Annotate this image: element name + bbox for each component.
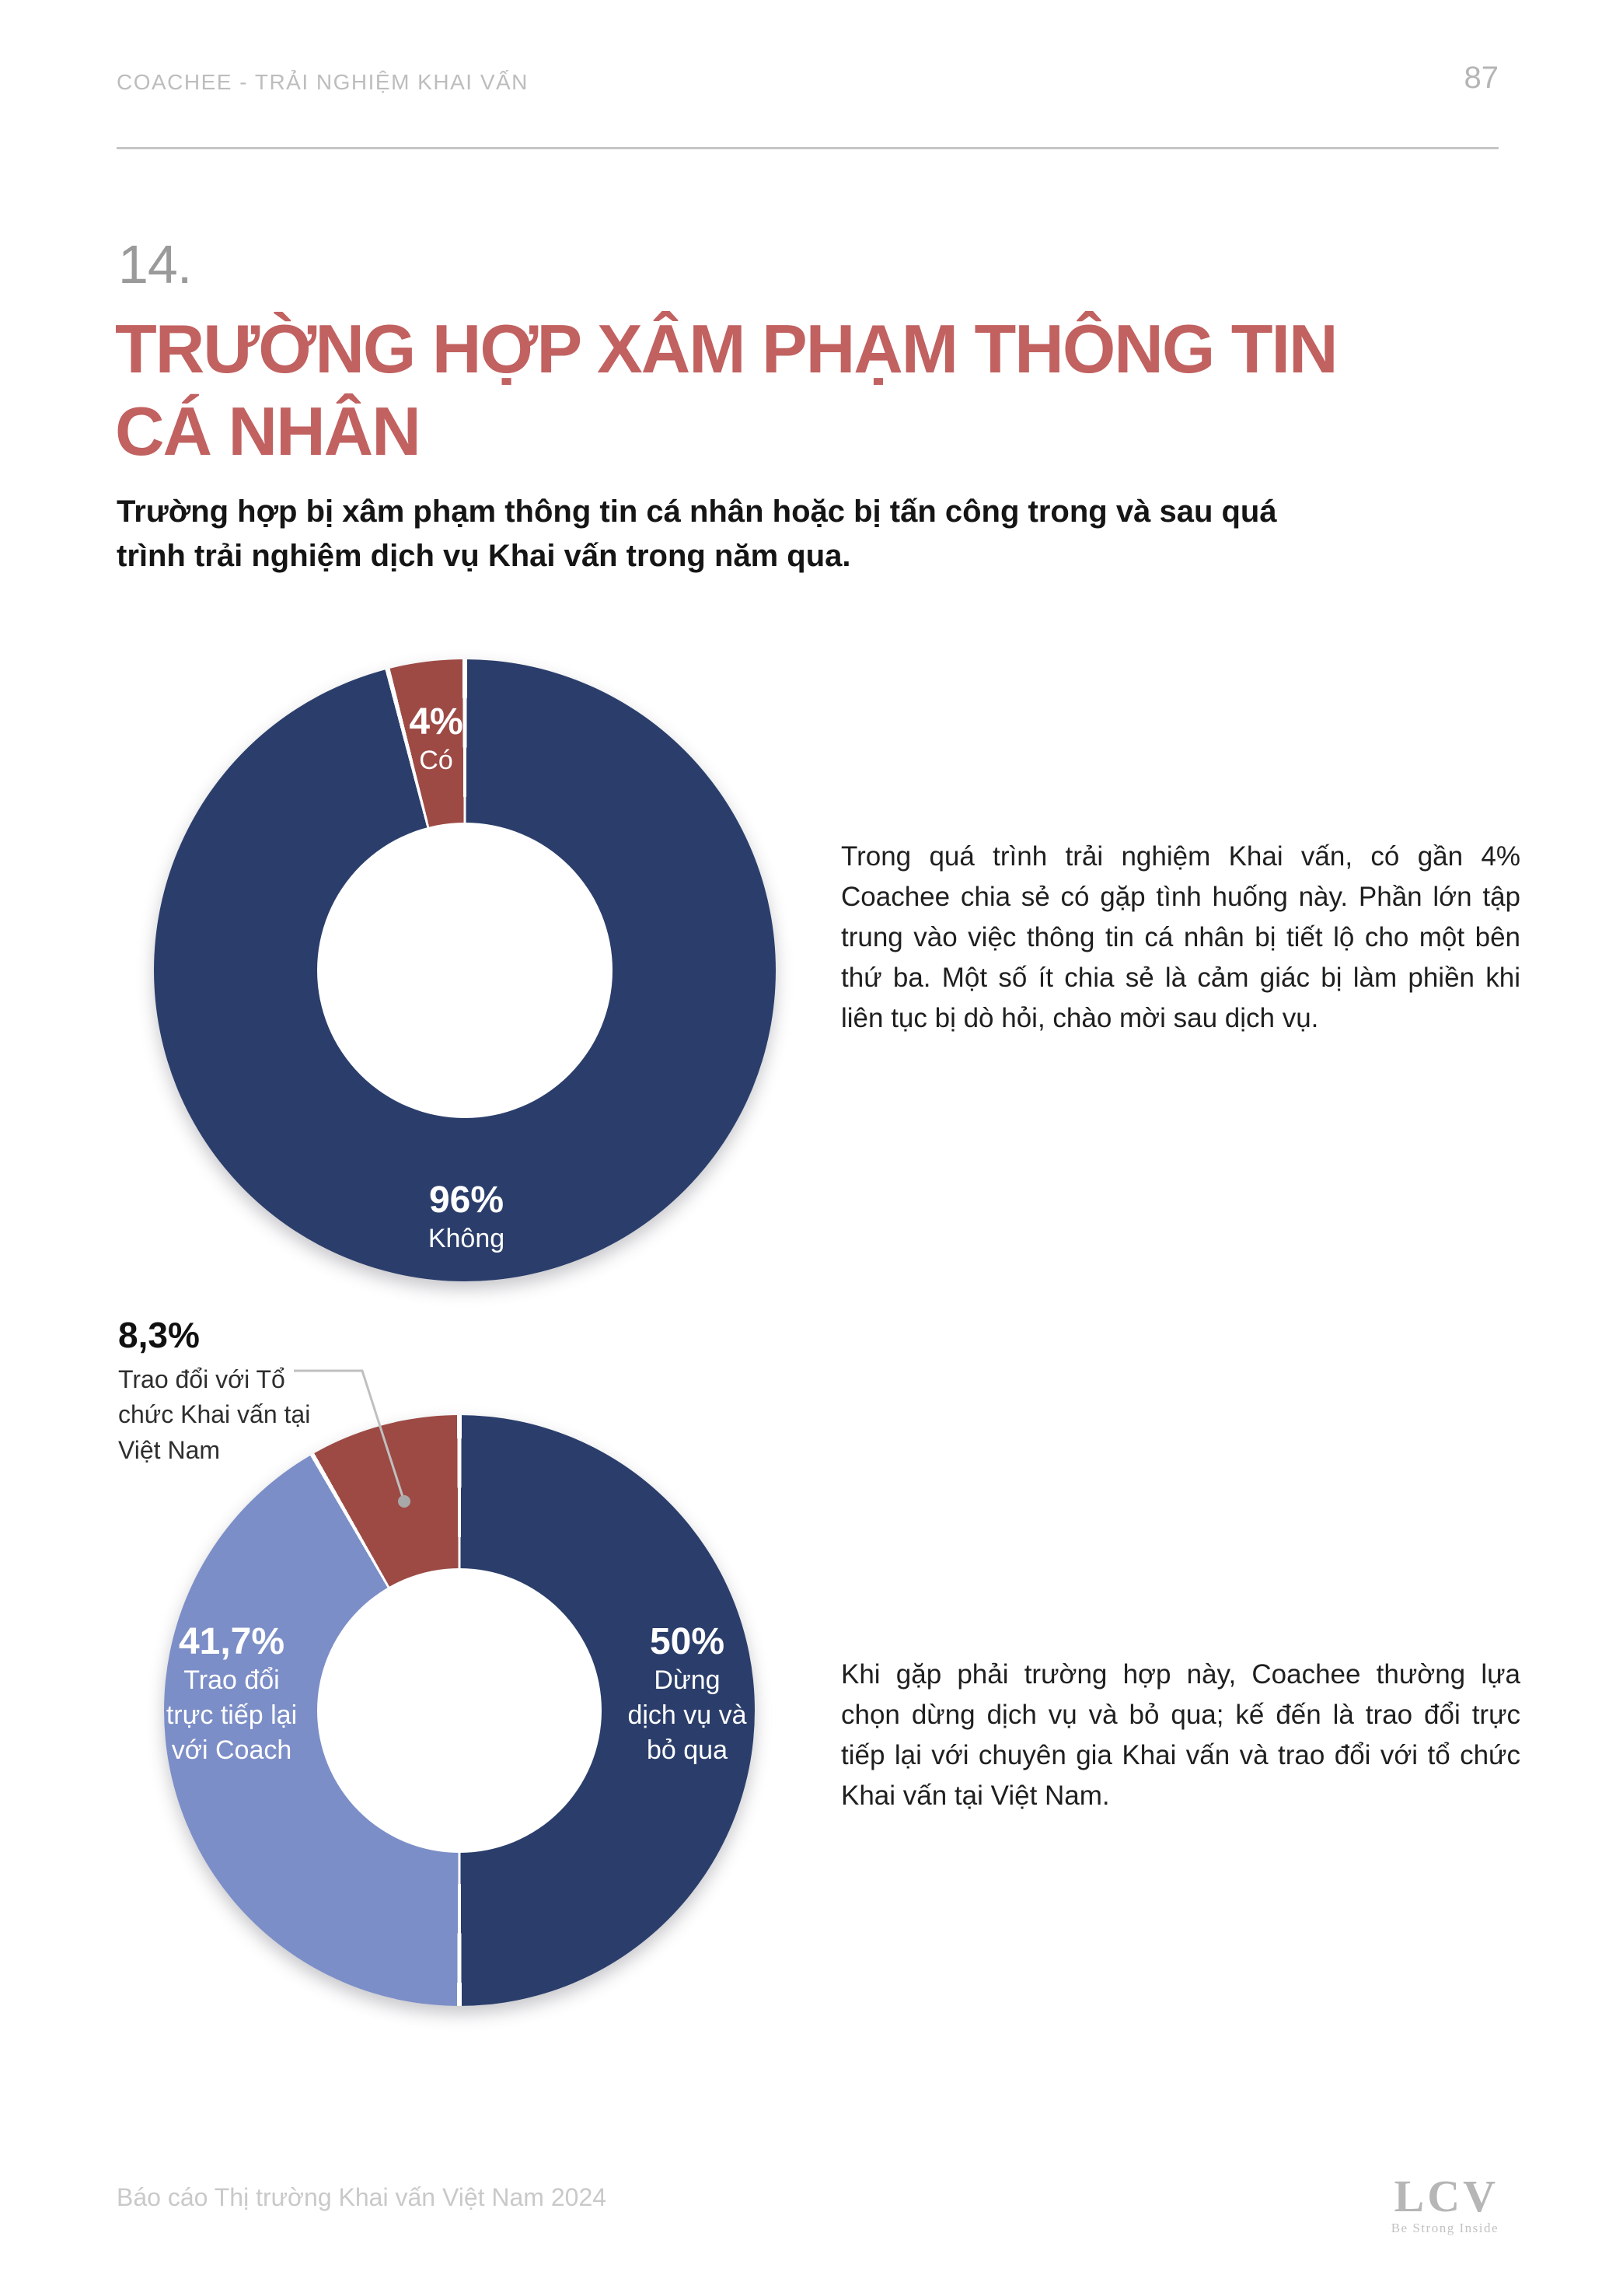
callout-name-line3: Việt Nam [118,1435,221,1464]
slice-name: Có [419,745,453,775]
lcv-logo-tagline: Be Strong Inside [1391,2221,1499,2235]
slice-name [594,1663,780,1768]
report-header-title: COACHEE - TRẢI NGHIỆM KHAI VẤN [117,70,529,94]
section-title-line1: TRƯỜNG HỢP XÂM PHẠM THÔNG TIN [115,310,1337,387]
callout-name-line2: chức Khai vấn tại [118,1400,311,1429]
footer-report-name: Báo cáo Thị trường Khai vấn Việt Nam 2024 [117,2183,607,2211]
slice-value: 96% [428,1179,504,1221]
lcv-logo-text: LCV [1394,2171,1499,2221]
callout-value: 8,3% [118,1315,200,1355]
slice-name-line3: với Coach [171,1735,292,1765]
callout-name [118,1362,382,1468]
slice-label-talk-to-coach [131,1622,333,1767]
donut-hole [317,1568,602,1853]
slice-name-line1: Dừng [654,1665,721,1695]
section-title-line2: CÁ NHÂN [115,393,420,470]
slice-name [131,1663,333,1768]
slice-name-line2: trực tiếp lại [166,1700,298,1730]
page-number: 87 [1464,61,1499,95]
lcv-logo [1321,2171,1499,2236]
slice-value: 50% [649,1621,725,1662]
commentary-paragraph-1: Trong quá trình trải nghiệm Khai vấn, có gần 4% Coachee chia sẻ có gặp tình huống này. Phần lớn tập trung vào việc thông tin cá nhân bị tiết lộ cho một bên thứ ba. Một số ít chia sẻ là cảm giác bị làm phiền khi liên tục bị dò hỏi, chào mời sau dịch vụ. [841,841,1520,1033]
section-number: 14. [118,234,192,295]
header-divider [117,147,1499,149]
section-title [115,308,1337,473]
commentary-paragraph-2: Khi gặp phải trường hợp này, Coachee thường lựa chọn dừng dịch vụ và bỏ qua; kế đến là trao đổi trực tiếp lại với chuyên gia Khai vấn và trao đổi với tổ chức Khai vấn tại Việt Nam. [841,1659,1520,1811]
slice-label-stop-service [594,1622,780,1767]
donut-hole [317,823,613,1118]
slice-value: 41,7% [178,1621,285,1662]
slice-name-line1: Trao đổi [183,1665,280,1695]
section-subtitle: Trường hợp bị xâm phạm thông tin cá nhân hoặc bị tấn công trong và sau quá trình trải nghiệm dịch vụ Khai vấn trong năm qua. [117,494,1277,573]
slice-name-line2: dịch vụ và [627,1700,747,1730]
slice-label-no [350,1180,583,1256]
callout-organization-label [118,1314,382,1468]
slice-name: Không [428,1223,505,1253]
slice-value: 4% [409,701,463,743]
slice-label-yes [358,702,514,778]
slice-name-line3: bỏ qua [647,1735,728,1765]
callout-name-line1: Trao đổi với Tổ [118,1365,285,1393]
